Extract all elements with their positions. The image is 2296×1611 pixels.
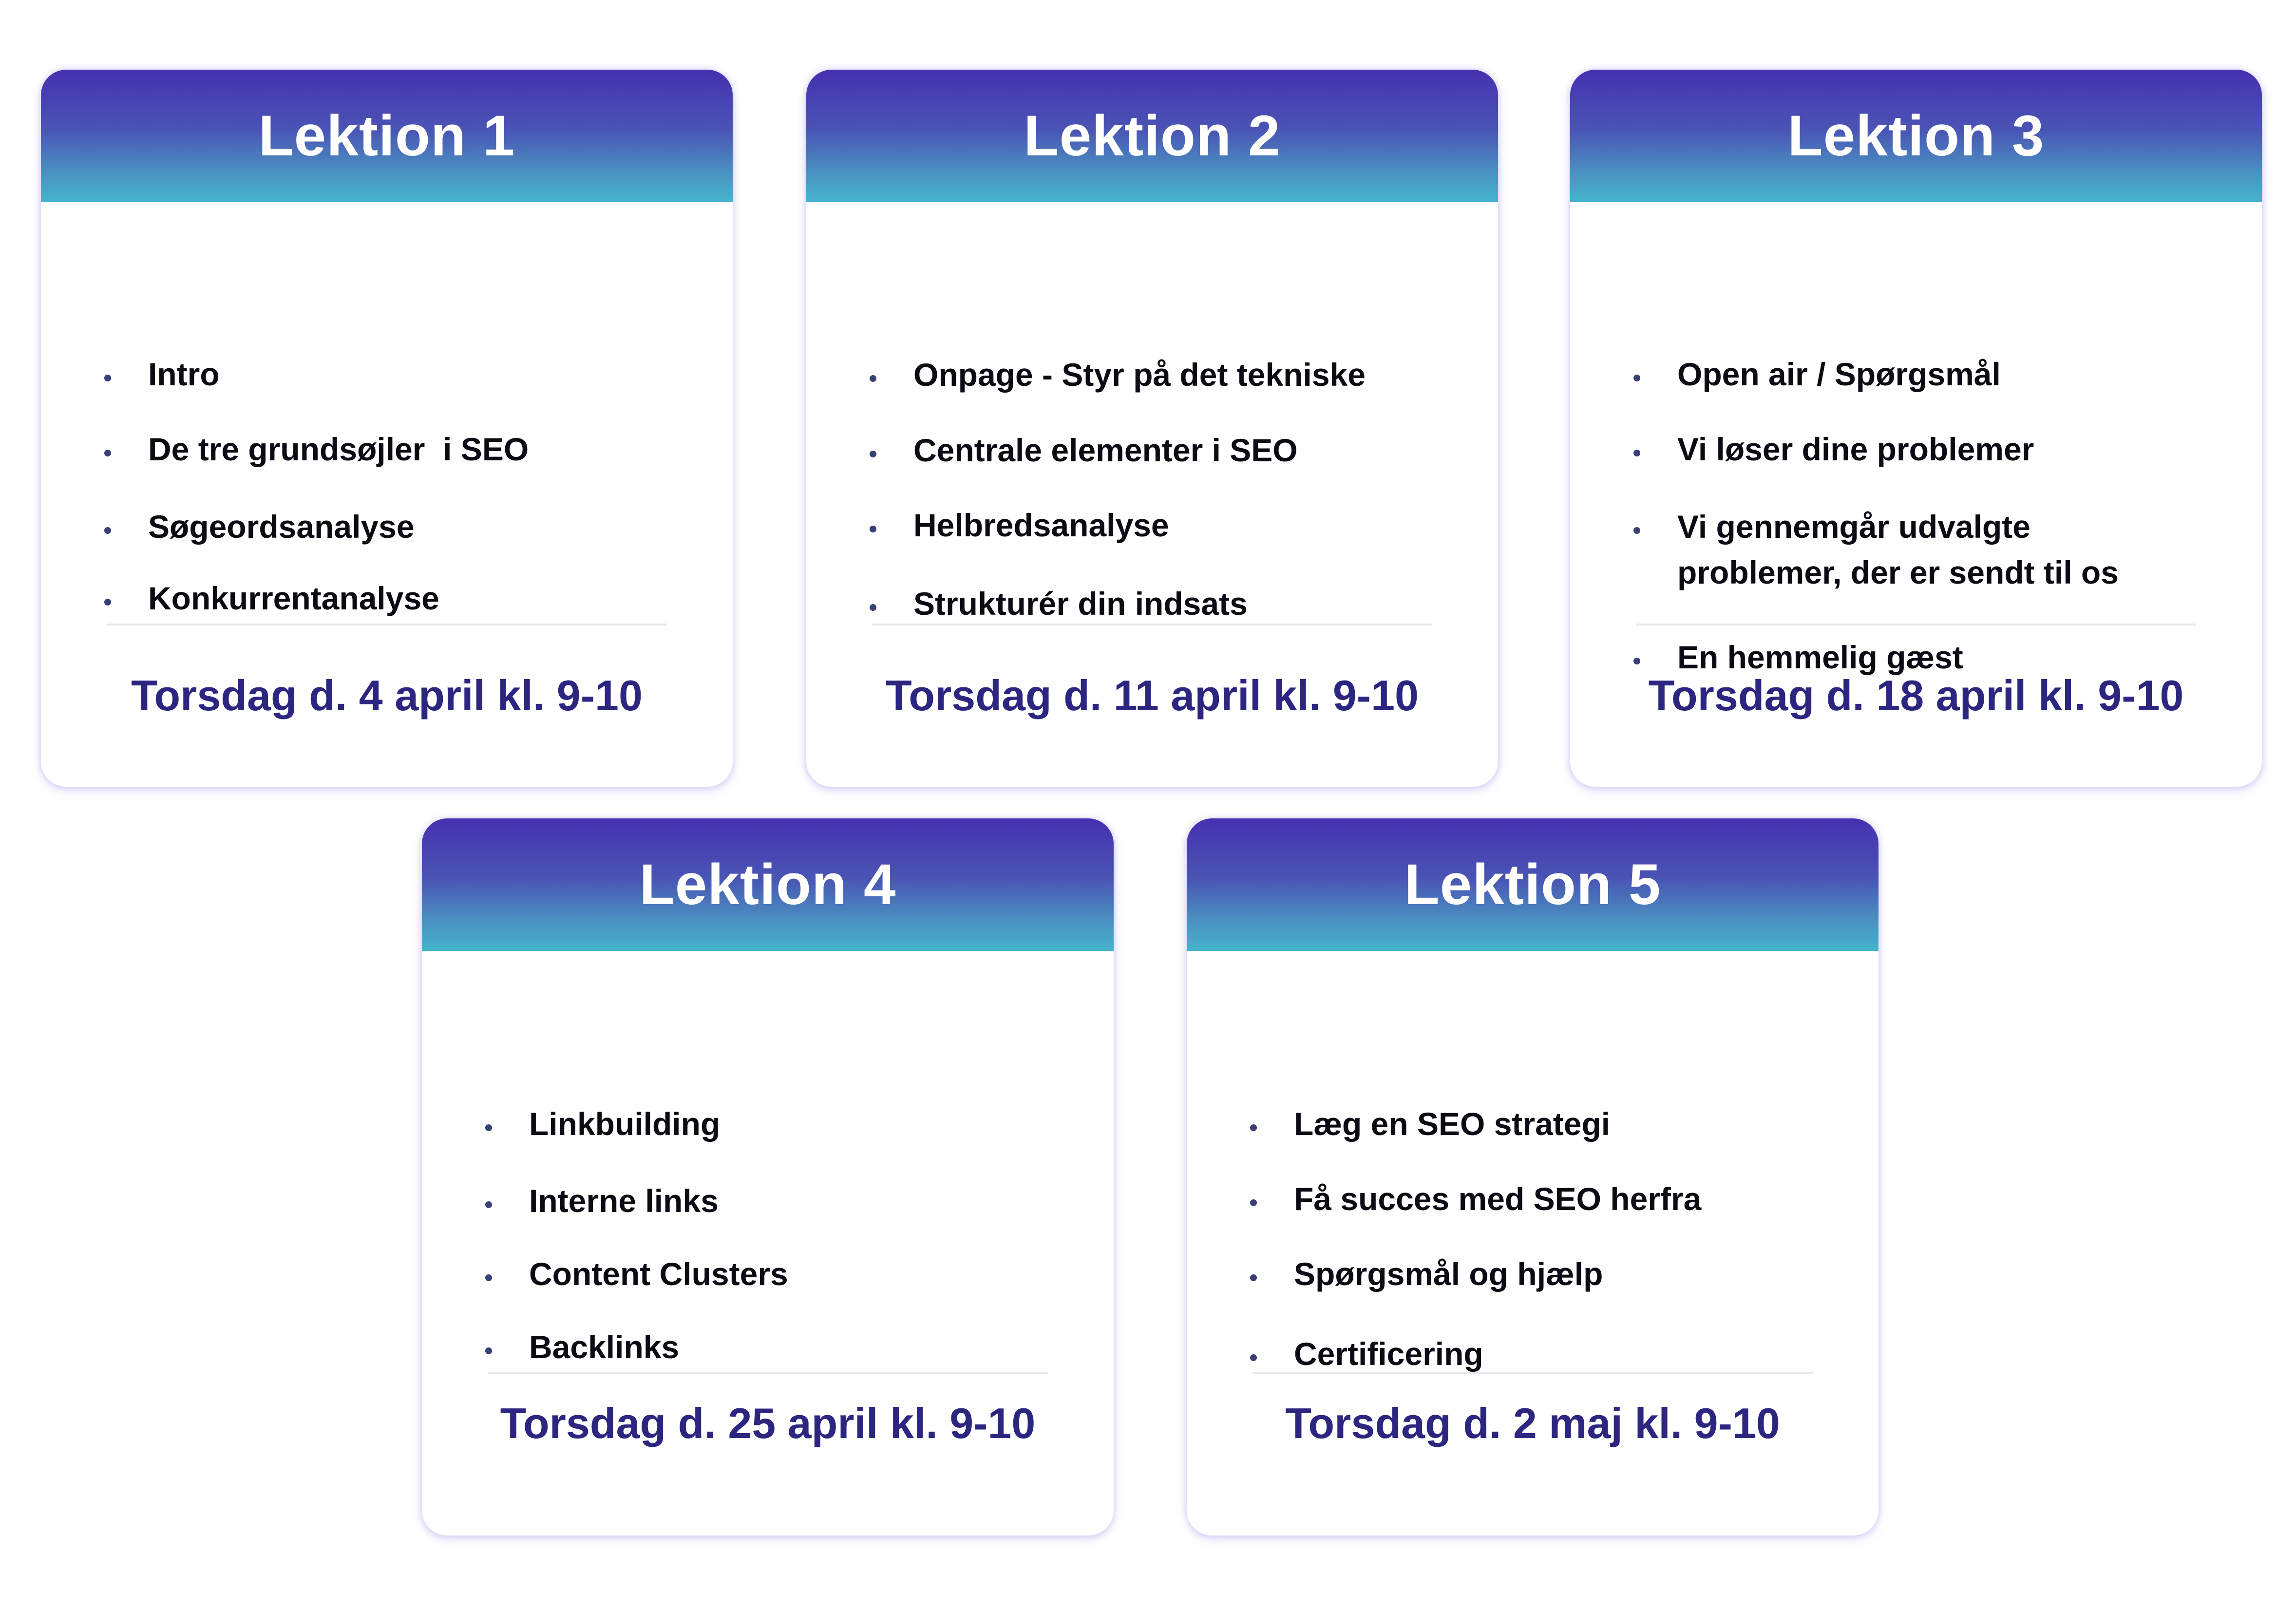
lesson-card-5 [1187,818,1879,1535]
divider [1636,624,2196,625]
topic-label: Helbredsanalyse [913,507,1169,543]
topic-label: Open air / Spørgsmål [1677,356,2001,392]
bullet-icon [870,526,876,532]
lesson-date: Torsdag d. 18 april kl. 9-10 [1648,671,2184,720]
bullet-icon [104,527,111,534]
lesson-card-4 [422,818,1114,1535]
topic-label: Interne links [529,1183,719,1219]
topic-label: Vi gennemgår udvalgte problemer, der er sendt til os [1677,509,2119,590]
topic-label: En hemmelig gæst [1677,639,1963,675]
topic-label: Backlinks [529,1329,680,1365]
topic-label: Konkurrentanalyse [148,580,439,616]
bullet-icon [1633,527,1640,534]
bullet-icon [1250,1274,1257,1281]
bullet-icon [1250,1124,1257,1131]
topic-label: De tre grundsøjler i SEO [148,431,529,467]
bullet-icon [870,451,876,457]
lesson-card-2 [806,70,1498,787]
topic-label: Få succes med SEO herfra [1294,1181,1702,1217]
divider [107,624,667,625]
topic-label: Strukturér din indsats [913,586,1248,622]
lesson-title: Lektion 2 [1024,104,1281,168]
lesson-date: Torsdag d. 2 maj kl. 9-10 [1285,1399,1780,1447]
bullet-icon [485,1201,492,1208]
lesson-card-3 [1570,70,2262,787]
bullet-icon [485,1347,492,1354]
topic-label: Linkbuilding [529,1106,721,1142]
topic-label: Vi løser dine problemer [1677,431,2034,467]
divider [872,624,1432,625]
topic-label: Content Clusters [529,1256,788,1292]
lesson-title: Lektion 1 [258,104,515,168]
topic-label: Intro [148,356,220,392]
lesson-title: Lektion 3 [1787,104,2045,168]
bullet-icon [1633,375,1640,381]
topic-label: Certificering [1294,1336,1483,1372]
bullet-icon [1633,658,1640,664]
bullet-icon [104,450,111,456]
topic-label: Spørgsmål og hjælp [1294,1256,1603,1292]
divider [1252,1372,1813,1374]
bullet-icon [870,604,876,611]
bullet-icon [1633,450,1640,456]
lesson-date: Torsdag d. 4 april kl. 9-10 [131,671,643,720]
bullet-icon [1250,1199,1257,1206]
lesson-date: Torsdag d. 11 april kl. 9-10 [886,671,1419,720]
topic-label: Læg en SEO strategi [1294,1106,1611,1142]
lesson-card-1 [41,70,733,787]
lesson-date: Torsdag d. 25 april kl. 9-10 [500,1399,1036,1447]
topic-label: Centrale elementer i SEO [913,432,1298,468]
bullet-icon [104,375,111,381]
topic-label: Onpage - Styr på det tekniske [913,357,1366,393]
bullet-icon [870,375,876,382]
lesson-title: Lektion 5 [1404,853,1661,917]
lesson-title: Lektion 4 [639,853,896,917]
bullet-icon [1250,1354,1257,1361]
bullet-icon [485,1124,492,1131]
divider [488,1372,1048,1374]
topic-label: Søgeordsanalyse [148,509,415,545]
bullet-icon [104,599,111,606]
bullet-icon [485,1274,492,1281]
